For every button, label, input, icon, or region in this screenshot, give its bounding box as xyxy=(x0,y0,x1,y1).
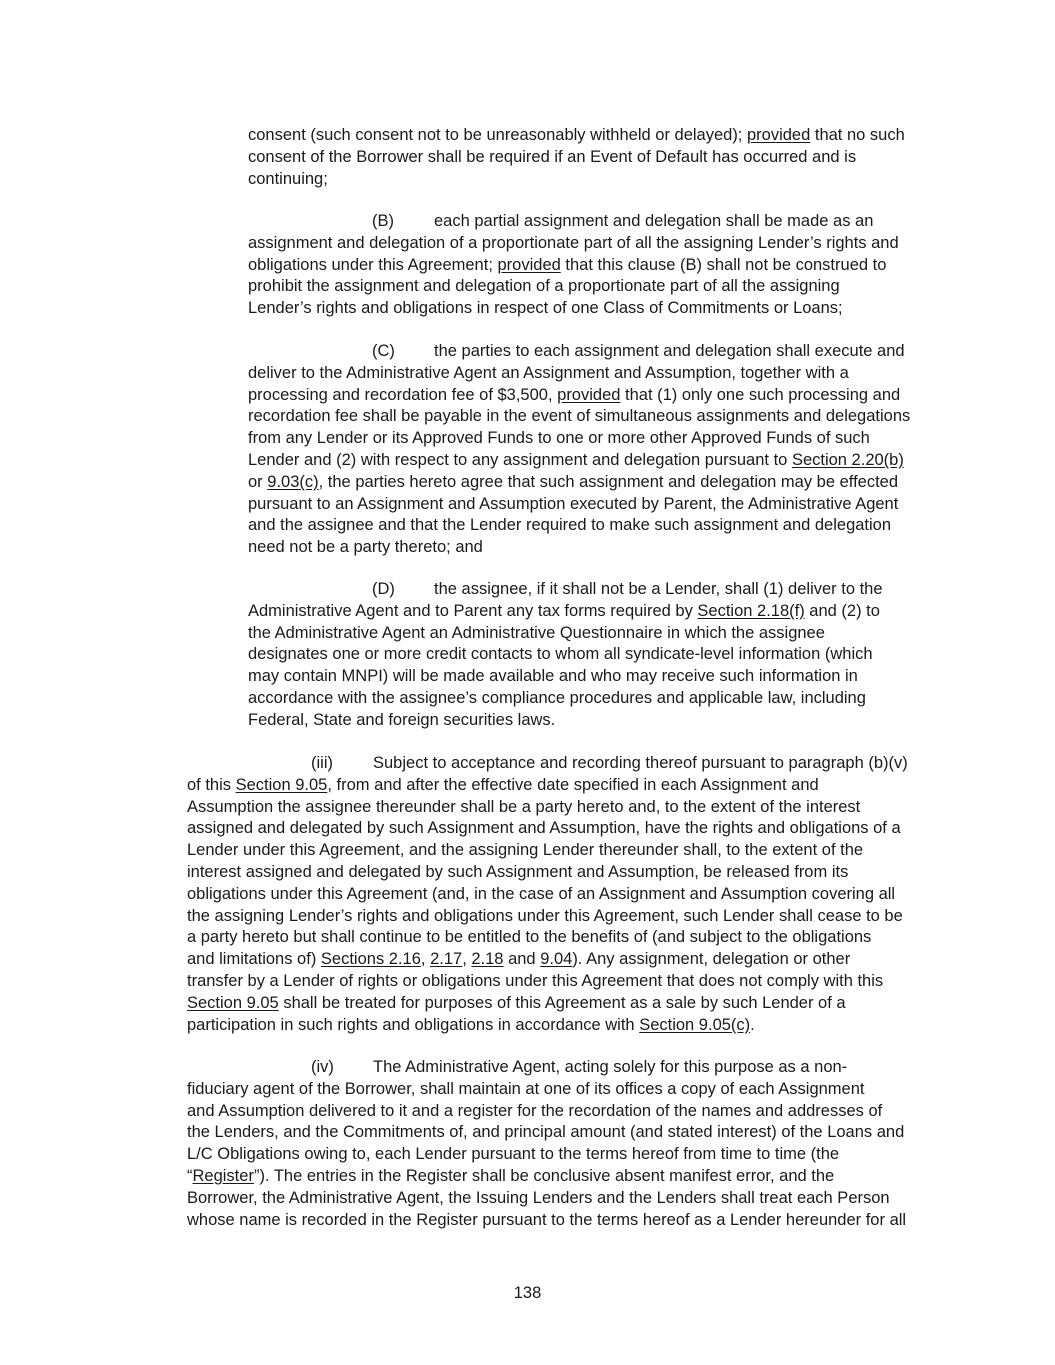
clause-marker: (D) xyxy=(372,580,395,598)
text-line: Lender and (2) with respect to any assignment and delegation pursuant to Section 2.20(b) xyxy=(248,450,904,469)
text-line: Lender under this Agreement, and the assigning Lender thereunder shall, to the extent of the xyxy=(187,841,864,860)
text-line: Administrative Agent and to Parent any tax forms required by Section 2.18(f) and (2) to xyxy=(248,601,880,620)
text-line: participation in such rights and obligations in accordance with Section 9.05(c). xyxy=(187,1015,755,1034)
underlined-term: 2.17 xyxy=(430,950,463,969)
text-line: the assigning Lender’s rights and obligations under this Agreement, such Lender shall cease to be xyxy=(187,906,903,925)
underlined-term: 9.03(c) xyxy=(267,472,319,491)
text-line: (iv) The Administrative Agent, acting solely for this purpose as a non- xyxy=(187,1057,906,1079)
text-line: obligations under this Agreement; provided that this clause (B) shall not be construed to xyxy=(248,255,887,274)
text-line: continuing; xyxy=(248,169,328,188)
text-line: the Lenders, and the Commitments of, and principal amount (and stated interest) of the Loans and xyxy=(187,1123,905,1142)
text-line: consent of the Borrower shall be required if an Event of Default has occurred and is xyxy=(248,147,857,166)
underlined-term: Section 2.20(b) xyxy=(791,450,904,469)
text-line: Assumption the assignee thereunder shall be a party hereto and, to the extent of the interest xyxy=(187,797,861,816)
paragraph-clause-d xyxy=(248,579,883,732)
text-line: pursuant to an Assignment and Assumption executed by Parent, the Administrative Agent xyxy=(248,494,899,513)
text-line: (C) the parties to each assignment and delegation shall execute and xyxy=(248,341,910,363)
page-number: 138 xyxy=(513,1284,542,1302)
text-line: need not be a party thereto; and xyxy=(248,538,483,557)
text-line: whose name is recorded in the Register pursuant to the terms hereof as a Lender hereunder for all xyxy=(187,1210,907,1229)
underlined-term: Section 9.05 xyxy=(235,775,328,794)
clause-marker: (iii) xyxy=(311,754,333,772)
underlined-term: Register xyxy=(192,1166,254,1185)
text-line: transfer by a Lender of rights or obligations under this Agreement that does not comply with this xyxy=(187,971,884,990)
text-line: assigned and delegated by such Assignment and Assumption, have the rights and obligations of a xyxy=(187,819,901,838)
underlined-term: Sections 2.16 xyxy=(320,950,421,969)
paragraph-clause-b xyxy=(248,211,899,320)
text-line: (D) the assignee, if it shall not be a Lender, shall (1) deliver to the xyxy=(248,579,883,601)
text-line: or 9.03(c), the parties hereto agree that such assignment and delegation may be effected xyxy=(248,472,899,491)
text-line: prohibit the assignment and delegation of a proportionate part of all the assigning xyxy=(248,277,840,296)
text-line: Federal, State and foreign securities laws. xyxy=(248,710,556,729)
text-line: processing and recordation fee of $3,500, provided that (1) only one such processing and xyxy=(248,385,901,404)
paragraph-consent-continuation xyxy=(248,125,905,190)
paragraph-clause-iv xyxy=(187,1057,906,1231)
text-line: may contain MNPI) will be made available and who may receive such information in xyxy=(248,667,858,686)
underlined-term: provided xyxy=(557,385,621,404)
text-line: fiduciary agent of the Borrower, shall maintain at one of its offices a copy of each Assignment xyxy=(187,1079,865,1098)
text-line: consent (such consent not to be unreasonably withheld or delayed); provided that no such xyxy=(248,126,905,144)
text-line: accordance with the assignee’s compliance procedures and applicable law, including xyxy=(248,688,866,707)
text-line: assignment and delegation of a proportionate part of all the assigning Lender’s rights and xyxy=(248,233,899,252)
underlined-term: Section 9.05 xyxy=(187,993,279,1012)
text-line: obligations under this Agreement (and, in the case of an Assignment and Assumption covering all xyxy=(187,884,896,903)
text-line: Borrower, the Administrative Agent, the Issuing Lenders and the Lenders shall treat each Person xyxy=(187,1188,890,1207)
underlined-term: Section 9.05(c) xyxy=(639,1015,751,1034)
underlined-term: 9.04 xyxy=(540,950,573,969)
text-line: the Administrative Agent an Administrative Questionnaire in which the assignee xyxy=(248,623,825,642)
clause-marker: (C) xyxy=(372,342,395,360)
underlined-term: provided xyxy=(497,255,561,274)
text-line: from any Lender or its Approved Funds to one or more other Approved Funds of such xyxy=(248,429,870,448)
underlined-term: provided xyxy=(746,126,811,144)
underlined-term: Section 2.18(f) xyxy=(697,601,805,620)
text-line: designates one or more credit contacts to whom all syndicate-level information (which xyxy=(248,645,873,664)
text-line: deliver to the Administrative Agent an Assignment and Assumption, together with a xyxy=(248,363,849,382)
text-line: and the assignee and that the Lender required to make such assignment and delegation xyxy=(248,516,892,535)
paragraph-clause-c xyxy=(248,341,910,559)
text-line: Section 9.05 shall be treated for purposes of this Agreement as a sale by such Lender of a xyxy=(187,993,846,1012)
text-line: (iii) Subject to acceptance and recording thereof pursuant to paragraph (b)(v) xyxy=(187,753,908,775)
underlined-term: 2.18 xyxy=(471,950,504,969)
text-line: Lender’s rights and obligations in respect of one Class of Commitments or Loans; xyxy=(248,299,843,318)
text-line: “Register”). The entries in the Register shall be conclusive absent manifest error, and the xyxy=(187,1166,835,1185)
text-line: recordation fee shall be payable in the event of simultaneous assignments and delegations xyxy=(248,407,911,426)
text-line: L/C Obligations owing to, each Lender pursuant to the terms hereof from time to time (the xyxy=(187,1145,840,1164)
clause-marker: (B) xyxy=(372,212,394,230)
text-line: a party hereto but shall continue to be entitled to the benefits of (and subject to the obligations xyxy=(187,928,872,947)
text-line: and Assumption delivered to it and a register for the recordation of the names and addresses of xyxy=(187,1101,883,1120)
text-line: of this Section 9.05, from and after the effective date specified in each Assignment and xyxy=(187,775,819,794)
paragraph-clause-iii xyxy=(187,753,908,1036)
clause-marker: (iv) xyxy=(311,1058,334,1076)
text-line: and limitations of) Sections 2.16, 2.17, 2.18 and 9.04). Any assignment, delegation or other xyxy=(187,950,851,969)
text-line: (B) each partial assignment and delegation shall be made as an xyxy=(248,211,899,233)
text-line: interest assigned and delegated by such Assignment and Assumption, be released from its xyxy=(187,862,849,881)
